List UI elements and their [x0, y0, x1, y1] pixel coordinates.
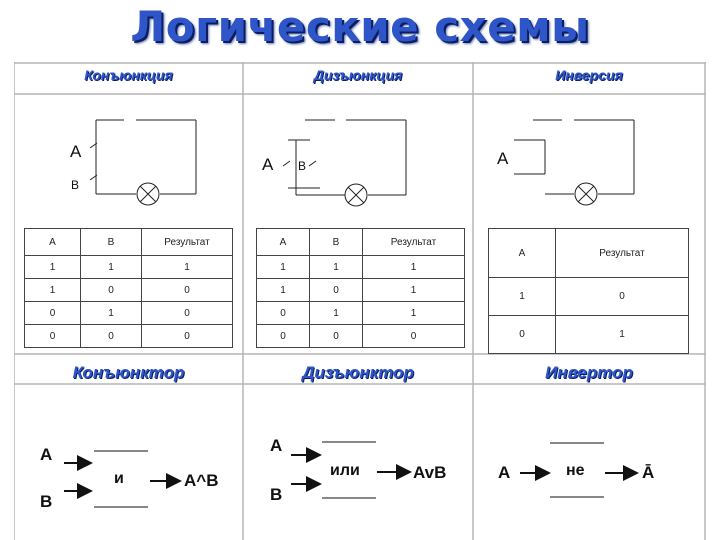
- table-cell: 1: [363, 279, 465, 302]
- table-cell: 0: [310, 279, 363, 302]
- table-cell: 0: [310, 325, 363, 348]
- table-header-cell: Результат: [142, 229, 233, 256]
- header-conjunction: Конъюнкция: [84, 67, 173, 83]
- table-row: [25, 256, 233, 279]
- table-header-row: [25, 229, 233, 256]
- and-gate-symbol: и: [114, 470, 124, 487]
- table-row: [257, 279, 465, 302]
- table-header-row: [489, 229, 689, 278]
- disj-label-a: A: [262, 155, 274, 174]
- table-header-cell: B: [310, 229, 363, 256]
- table-cell: 1: [556, 316, 689, 354]
- table-header-cell: Результат: [363, 229, 465, 256]
- conj-truth-table: [24, 228, 233, 348]
- table-cell: 0: [363, 325, 465, 348]
- table-header-cell: Результат: [556, 229, 689, 278]
- table-cell: 1: [25, 256, 81, 279]
- inv-label-a: A: [497, 149, 509, 168]
- table-cell: 0: [142, 302, 233, 325]
- table-cell: 0: [25, 325, 81, 348]
- table-row: [25, 279, 233, 302]
- header-invertor: Инвертор: [545, 363, 633, 382]
- table-cell: 0: [142, 279, 233, 302]
- table-cell: 0: [142, 325, 233, 348]
- table-cell: 0: [25, 302, 81, 325]
- header-conjunctor: Конъюнктор: [72, 363, 185, 382]
- table-cell: 0: [556, 278, 689, 316]
- not-gate-symbol: не: [566, 462, 585, 479]
- table-cell: 1: [363, 302, 465, 325]
- table-row: [257, 302, 465, 325]
- table-row: [489, 316, 689, 354]
- table-row: [489, 278, 689, 316]
- disj-label-b: B: [298, 159, 307, 173]
- header-disjunctor: Дизъюнктор: [302, 363, 414, 382]
- and-input-b: B: [40, 492, 53, 511]
- or-input-a: A: [270, 436, 283, 455]
- header-disjunction: Дизъюнкция: [313, 67, 403, 83]
- disj-truth-table: [256, 228, 465, 348]
- table-header-cell: A: [25, 229, 81, 256]
- table-cell: 1: [81, 256, 142, 279]
- or-input-b: B: [270, 485, 283, 504]
- page-title: Логические схемы: [130, 2, 590, 51]
- conj-label-b: B: [71, 178, 80, 192]
- not-output: Ā: [642, 463, 655, 482]
- table-cell: 0: [81, 325, 142, 348]
- table-cell: 1: [257, 256, 310, 279]
- or-output: AvB: [413, 463, 447, 482]
- conj-label-a: A: [70, 142, 82, 161]
- table-header-cell: A: [257, 229, 310, 256]
- and-output: A^B: [184, 471, 219, 490]
- table-row: [25, 325, 233, 348]
- table-cell: 0: [81, 279, 142, 302]
- header-inversion: Инверсия: [555, 67, 623, 83]
- table-cell: 1: [489, 278, 556, 316]
- table-cell: 0: [257, 302, 310, 325]
- table-row: [257, 256, 465, 279]
- or-gate-symbol: или: [330, 462, 360, 479]
- table-header-cell: A: [489, 229, 556, 278]
- not-input-a: A: [498, 463, 511, 482]
- table-cell: 1: [81, 302, 142, 325]
- table-cell: 1: [142, 256, 233, 279]
- table-cell: 1: [257, 279, 310, 302]
- table-row: [257, 325, 465, 348]
- table-cell: 1: [363, 256, 465, 279]
- table-cell: 0: [257, 325, 310, 348]
- table-cell: 1: [310, 302, 363, 325]
- table-header-row: [257, 229, 465, 256]
- table-cell: 0: [489, 316, 556, 354]
- table-header-cell: B: [81, 229, 142, 256]
- table-row: [25, 302, 233, 325]
- table-cell: 1: [310, 256, 363, 279]
- table-cell: 1: [25, 279, 81, 302]
- and-input-a: A: [40, 445, 53, 464]
- inv-truth-table: [488, 228, 689, 354]
